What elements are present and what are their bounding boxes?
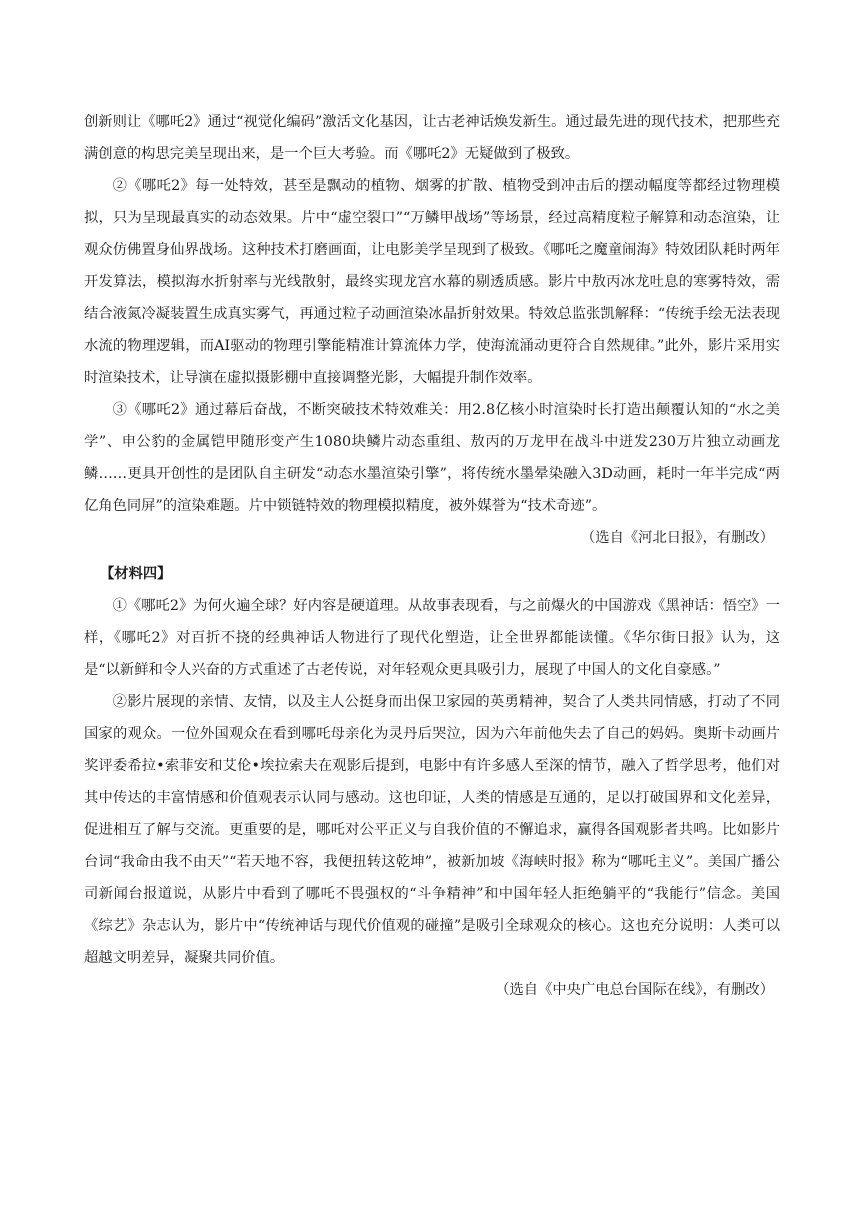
paragraph-continued: 创新则让《哪吒2》通过“视觉化编码”激活文化基因，让古老神话焕发新生。通过最先进的现代技术，把那些充满创意的构思完美呈现出来，是一个巨大考验。而《哪吒2》无疑做到了极致。 [84,114,780,162]
paragraph-4-2: ②影片展现的亲情、友情，以及主人公挺身而出保卫家园的英勇精神，契合了人类共同情感，打动了不同国家的观众。一位外国观众在看到哪吒母亲化为灵丹后哭泣，因为六年前他失去了自己的妈妈。奥斯卡动画片奖评委希拉•索菲安和艾伦•埃拉索夫在观影后提到，电影中有许多感人至深的情节，融入了哲学思考，他们对其中传达的丰富情感和价值观表示认同与感动。这也印证，人类的情感是互通的，足以打破国界和文化差异，促进相互了解与交流。更重要的是，哪吒对公平正义与自我价值的不懈追求，赢得各国观影者共鸣。比如影片台词“我命由我不由天”“若天地不容，我便扭转这乾坤”，被新加坡《海峡时报》称为“哪吒主义”。美国广播公司新闻台报道说，从影片中看到了哪吒不畏强权的“斗争精神”和中国年轻人拒绝躺平的“我能行”信念。美国《综艺》杂志认为，影片中“传统神话与现代价值观的碰撞”是吸引全球观众的核心。这也充分说明：人类可以超越文明差异，凝聚共同价值。 [84,694,780,966]
source-citation-3: （选自《河北日报》，有删改） [580,530,774,546]
paragraph-4-1: ①《哪吒2》为何火遍全球？好内容是硬道理。从故事表现看，与之前爆火的中国游戏《黑神话：悟空》一样，《哪吒2》对百折不挠的经典神话人物进行了现代化塑造，让全世界都能读懂。《华尔街日报》认为，这是“以新鲜和令人兴奋的方式重述了古老传说，对年轻观众更具吸引力，展现了中国人的文化自豪感。” [84,598,780,678]
paragraph-2: ②《哪吒2》每一处特效，甚至是飘动的植物、烟雾的扩散、植物受到冲击后的摆动幅度等都经过物理模拟，只为呈现最真实的动态效果。片中“虚空裂口”“万鳞甲战场”等场景，经过高精度粒子解算和动态渲染，让观众仿佛置身仙界战场。这种技术打磨画面，让电影美学呈现到了极致。《哪吒之魔童闹海》特效团队耗时两年开发算法，模拟海水折射率与光线散射，最终实现龙宫水幕的剔透质感。影片中敖丙冰龙吐息的寒雾特效，需结合液氮冷凝装置生成真实雾气，再通过粒子动画渲染冰晶折射效果。特效总监张凯解释：“传统手绘无法表现水流的物理逻辑，而AI驱动的物理引擎能精准计算流体力学，使海流涌动更符合自然规律。”此外，影片采用实时渲染技术，让导演在虚拟摄影棚中直接调整光影，大幅提升制作效率。 [84,178,780,386]
paragraph-3: ③《哪吒2》通过幕后奋战，不断突破技术特效难关：用2.8亿核小时渲染时长打造出颠覆认知的“水之美学”、申公豹的金属铠甲随形变产生1080块鳞片动态重组、敖丙的万龙甲在战斗中迸发230万片独立动画龙鳞……更具开创性的是团队自主研发“动态水墨渲染引擎”，将传统水墨晕染融入3D动画，耗时一年半完成“两亿角色同屏”的渲染难题。片中锁链特效的物理模拟精度，被外媒誉为“技术奇迹”。 [84,402,780,514]
material-4-heading: 【材料四】 [100,566,172,582]
source-citation-4: （选自《中央广电总台国际在线》，有删改） [495,982,774,998]
